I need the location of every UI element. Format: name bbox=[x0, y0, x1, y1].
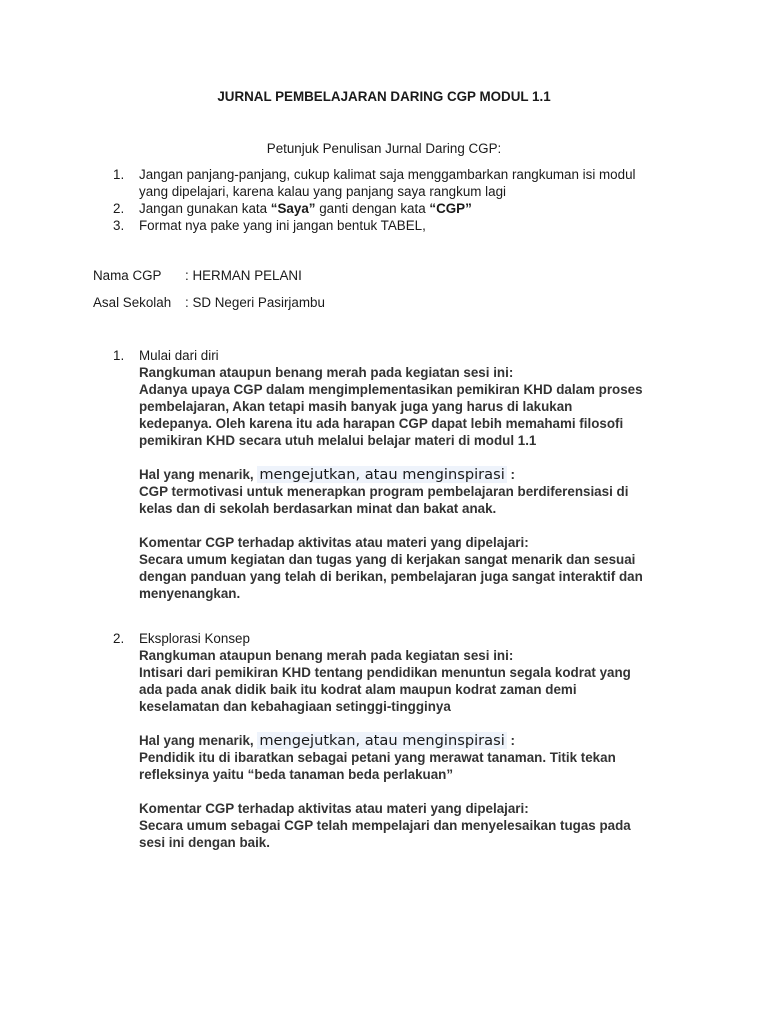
section-mulai-dari-diri bbox=[113, 347, 693, 602]
list-number: 2. bbox=[113, 631, 125, 646]
emphasis-text: “Saya” bbox=[270, 201, 316, 216]
emphasis-text: “CGP” bbox=[429, 201, 472, 216]
sekolah-field bbox=[93, 294, 325, 311]
paragraph-line: Adanya upaya CGP dalam mengimplementasikan pemikiran KHD dalam proses bbox=[139, 382, 643, 397]
paragraph-line: Secara umum sebagai CGP telah mempelajari dan menyelesaikan tugas pada bbox=[139, 818, 631, 833]
list-item bbox=[113, 217, 693, 234]
section-eksplorasi-konsep bbox=[113, 630, 693, 851]
paragraph-line: kedepanya. Oleh karena itu ada harapan CGP dapat lebih memahami filosofi bbox=[139, 416, 624, 431]
instruction-text: Jangan gunakan kata bbox=[139, 201, 271, 216]
rangkuman-label: Rangkuman ataupun benang merah pada kegiatan sesi ini: bbox=[139, 365, 514, 380]
highlighted-text: mengejutkan, atau menginspirasi bbox=[259, 732, 505, 749]
label-text: Hal yang menarik, bbox=[139, 733, 258, 748]
instruction-line: Format nya pake yang ini jangan bentuk TABEL, bbox=[139, 218, 426, 233]
instructions-heading: Petunjuk Penulisan Jurnal Daring CGP: bbox=[266, 141, 502, 156]
section-heading bbox=[113, 347, 693, 364]
instruction-line bbox=[139, 200, 693, 217]
paragraph-line: dengan panduan yang telah di berikan, pembelajaran juga sangat interaktif dan bbox=[139, 569, 643, 584]
paragraph-line: kelas dan di sekolah berdasarkan minat dan bakat anak. bbox=[139, 501, 497, 516]
section-title: Mulai dari diri bbox=[139, 348, 219, 363]
document-title: JURNAL PEMBELAJARAN DARING CGP MODUL 1.1 bbox=[217, 89, 551, 104]
paragraph-line: pemikiran KHD secara utuh melalui belajar materi di modul 1.1 bbox=[139, 433, 537, 448]
highlighted-text: mengejutkan, atau menginspirasi bbox=[259, 466, 505, 483]
paragraph-line: menyenangkan. bbox=[139, 586, 241, 601]
nama-field bbox=[93, 267, 302, 284]
paragraph-line: pembelajaran, Akan tetapi masih banyak juga yang harus di lakukan bbox=[139, 399, 573, 414]
section-body bbox=[113, 647, 693, 851]
komentar-label: Komentar CGP terhadap aktivitas atau materi yang dipelajari: bbox=[139, 801, 529, 816]
paragraph-line: CGP termotivasi untuk menerapkan program pembelajaran berdiferensiasi di bbox=[139, 484, 629, 499]
list-number: 1. bbox=[113, 167, 125, 182]
instruction-text: ganti dengan kata bbox=[315, 201, 430, 216]
nama-label: Nama CGP bbox=[93, 268, 162, 283]
menarik-label bbox=[139, 732, 693, 749]
paragraph-line: Pendidik itu di ibaratkan sebagai petani yang merawat tanaman. Titik tekan bbox=[139, 750, 616, 765]
nama-value: : HERMAN PELANI bbox=[185, 268, 302, 283]
label-text: Hal yang menarik, bbox=[139, 467, 258, 482]
section-body bbox=[113, 364, 693, 602]
paragraph-line: sesi ini dengan baik. bbox=[139, 835, 270, 850]
list-item bbox=[113, 200, 693, 217]
sekolah-value: : SD Negeri Pasirjambu bbox=[185, 295, 325, 310]
instruction-line: yang dipelajari, karena kalau yang panjang saya rangkum lagi bbox=[139, 184, 506, 199]
paragraph-line: keselamatan dan kebahagiaan setinggi-tingginya bbox=[139, 699, 451, 714]
sekolah-label: Asal Sekolah bbox=[93, 295, 172, 310]
paragraph-line: Secara umum kegiatan dan tugas yang di kerjakan sangat menarik dan sesuai bbox=[139, 552, 636, 567]
menarik-label bbox=[139, 466, 693, 483]
list-number: 2. bbox=[113, 201, 125, 216]
rangkuman-label: Rangkuman ataupun benang merah pada kegiatan sesi ini: bbox=[139, 648, 514, 663]
section-title: Eksplorasi Konsep bbox=[139, 631, 250, 646]
paragraph-line: refleksinya yaitu “beda tanaman beda perlakuan” bbox=[139, 767, 454, 782]
komentar-label: Komentar CGP terhadap aktivitas atau materi yang dipelajari: bbox=[139, 535, 529, 550]
list-number: 3. bbox=[113, 218, 125, 233]
list-number: 1. bbox=[113, 348, 125, 363]
list-item bbox=[113, 166, 693, 200]
paragraph-line: ada pada anak didik baik itu kodrat alam maupun kodrat zaman demi bbox=[139, 682, 577, 697]
label-text: : bbox=[506, 467, 515, 482]
instruction-line: Jangan panjang-panjang, cukup kalimat saja menggambarkan rangkuman isi modul bbox=[139, 167, 636, 182]
instructions-list bbox=[113, 166, 693, 234]
label-text: : bbox=[506, 733, 515, 748]
paragraph-line: Intisari dari pemikiran KHD tentang pendidikan menuntun segala kodrat yang bbox=[139, 665, 631, 680]
section-heading bbox=[113, 630, 693, 647]
